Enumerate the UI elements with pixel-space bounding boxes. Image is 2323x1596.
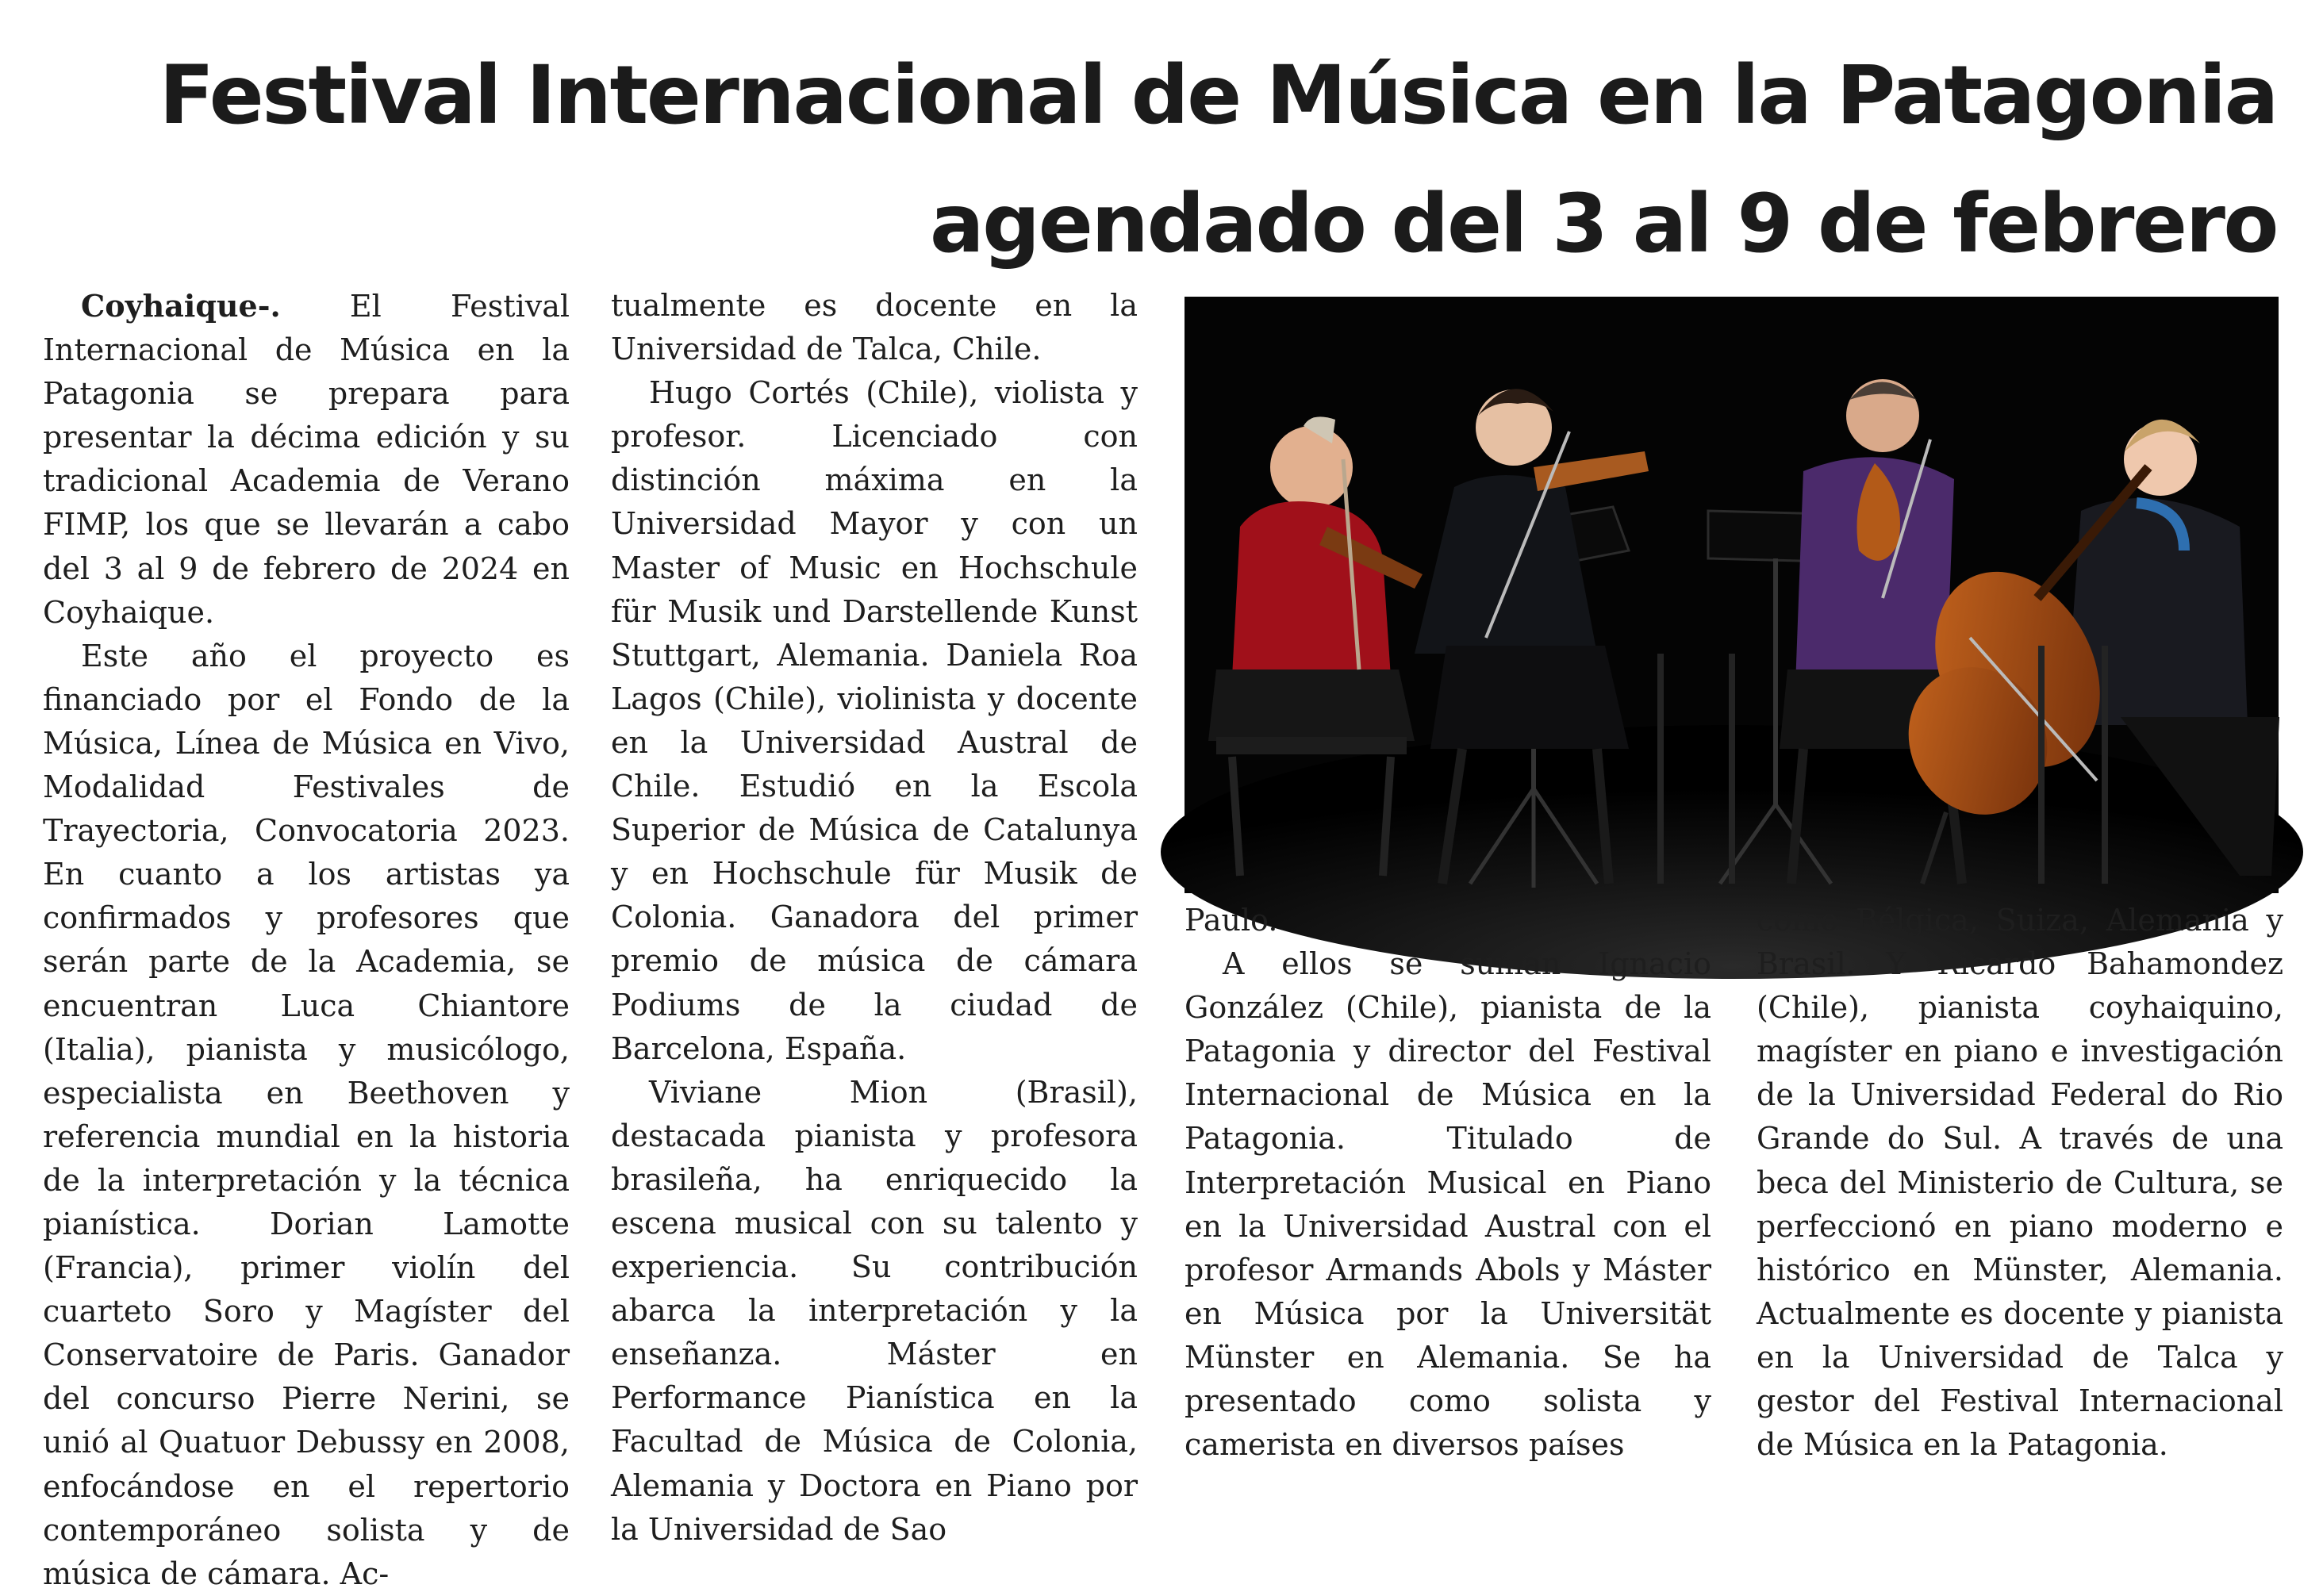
article-paragraph bbox=[43, 284, 570, 635]
article-paragraph: Este año el proyecto es financiado por el Fondo de la Música, Línea de Música en Vivo, Modalidad Festivales de Trayectoria, Convocatoria 2023. En cuanto a los artistas ya confirmados y profesores que serán parte de la Academia, se encuentran Luca Chiantore (Italia), pianista y musicólogo, especialista en Beethoven y referencia mundial en la historia de la interpretación y la técnica pianística. Dorian Lamotte (Francia), primer violín del cuarteto Soro y Magíster del Conservatoire de Paris. Ganador del concurso Pierre Nerini, se unió al Quatuor Debussy en 2008, enfocándose en el repertorio contemporáneo solista y de música de cámara. Ac- bbox=[43, 638, 570, 1591]
article-column-2 bbox=[611, 284, 1138, 1547]
article-paragraph: como Bélgica, Suiza, Alemania y Brasil. Y Ricardo Bahamondez (Chile), pianista coyhaiquino, magíster en piano e investigación de la Universidad Federal do Rio Grande do Sul. A través de una beca del Ministerio de Cultura, se perfeccionó en piano moderno e histórico en Münster, Alemania. Actualmente es docente y pianista en la Universidad de Talca y gestor del Festival Internacional de Música en la Patagonia. bbox=[1757, 903, 2283, 1463]
quartet-illustration bbox=[1185, 297, 2279, 893]
headline bbox=[40, 32, 2277, 289]
article-paragraph: Viviane Mion (Brasil), destacada pianista y profesora brasileña, ha enriquecido la escena musical con su talento y experiencia. Su contribución abarca la interpretación y la enseñanza. Máster en Performance Pianística en la Facultad de Música de Colonia, Alemania y Doctora en Piano por la Universidad de Sao bbox=[611, 1074, 1138, 1547]
article-column-4 bbox=[1757, 899, 2283, 1475]
article-paragraph: A ellos se suman Ignacio González (Chile), pianista de la Patagonia y director del Festival Internacional de Música en la Patagonia. Titulado de Interpretación Musical en Piano en la Universidad Austral con el profesor Armands Abols y Máster en Música por la Universität Münster en Alemania. Se ha presentado como solista y camerista en diversos países bbox=[1185, 946, 1711, 1463]
article-paragraph: Hugo Cortés (Chile), violista y profesor. Licenciado con distinción máxima en la Universidad Mayor y con un Master of Music en Hochschule für Musik und Darstellende Kunst Stuttgart, Alemania. Daniela Roa Lagos (Chile), violinista y docente en la Universidad Austral de Chile. Estudió en la Escola Superior de Música de Catalunya y en Hochschule für Musik de Colonia. Ganadora del primer premio de música de cámara Podiums de la ciudad de Barcelona, España. bbox=[611, 375, 1138, 1066]
paragraph-text: El Festival Internacional de Música en la Patagonia se prepara para presentar la décima edición y su tradicional Academia de Verano FIMP, los que se llevarán a cabo del 3 al 9 de febrero de 2024 en Coyhaique. bbox=[43, 289, 570, 630]
headline-line-2: agendado del 3 al 9 de febrero bbox=[929, 177, 2277, 271]
article-paragraph: tualmente es docente en la Universidad de Talca, Chile. bbox=[611, 288, 1138, 367]
quartet-photo bbox=[1185, 297, 2279, 893]
article-column-1 bbox=[43, 284, 570, 1591]
article-paragraph: Paulo. bbox=[1185, 903, 1278, 938]
article-column-3 bbox=[1185, 899, 1711, 1475]
dateline: Coyhaique-. bbox=[81, 288, 281, 324]
headline-line-1: Festival Internacional de Música en la Patagonia bbox=[159, 48, 2277, 143]
